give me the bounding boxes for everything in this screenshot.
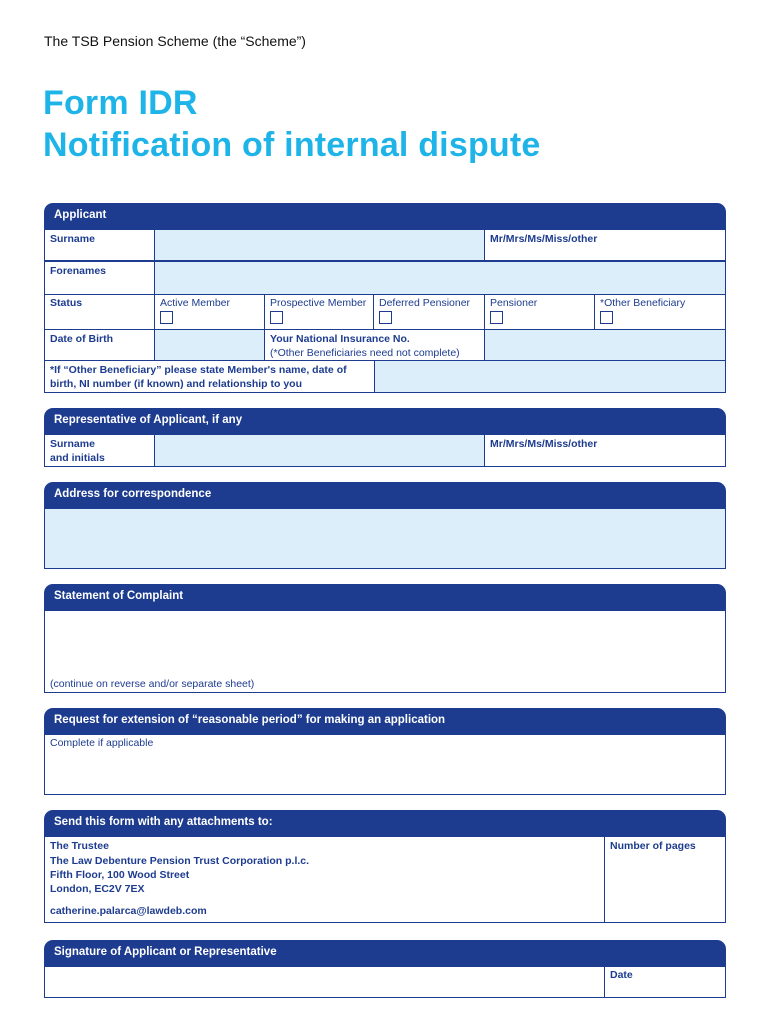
- applicant-header-text: Applicant: [54, 209, 107, 221]
- date-label: Date: [610, 969, 633, 981]
- status-option-label: Prospective Member: [270, 297, 367, 309]
- applicant-surname-field[interactable]: [154, 229, 485, 261]
- rep-surname-field[interactable]: [154, 434, 485, 467]
- complaint-section-header: [44, 584, 726, 611]
- form-subtitle: Notification of internal dispute: [43, 126, 541, 164]
- number-of-pages-label: Number of pages: [610, 840, 696, 852]
- other-beneficiary-line1: *If “Other Beneficiary” please state Member's name, date of: [50, 364, 347, 376]
- dob-field[interactable]: [154, 329, 265, 361]
- address-header-text: Address for correspondence: [54, 488, 212, 500]
- extension-header-text: Request for extension of “reasonable period” for making an application: [54, 714, 446, 726]
- surname-label: Surname: [50, 233, 95, 245]
- trustee-email: catherine.palarca@lawdeb.com: [50, 905, 207, 917]
- signature-header-text: Signature of Applicant or Representative: [54, 946, 277, 958]
- applicant-title-label: Mr/Mrs/Ms/Miss/other: [490, 233, 598, 245]
- send-header-text: Send this form with any attachments to:: [54, 816, 273, 828]
- rep-title-label: Mr/Mrs/Ms/Miss/other: [490, 438, 598, 450]
- send-section-header: [44, 810, 726, 837]
- extension-section-header: [44, 708, 726, 735]
- forenames-field[interactable]: [154, 261, 726, 295]
- representative-section-header: [44, 408, 726, 435]
- applicant-section-header: [44, 203, 726, 230]
- trustee-address-line: The Law Debenture Pension Trust Corporation p.l.c.: [50, 855, 310, 867]
- status-option-label: Deferred Pensioner: [379, 297, 471, 309]
- status-option-label: Active Member: [160, 297, 231, 309]
- trustee-address-line: London, EC2V 7EX: [50, 883, 145, 895]
- ni-label: Your National Insurance No.: [270, 333, 410, 345]
- active-member-checkbox[interactable]: [160, 311, 173, 324]
- trustee-address-line: Fifth Floor, 100 Wood Street: [50, 869, 190, 881]
- address-field[interactable]: [44, 508, 726, 569]
- other-beneficiary-line2: birth, NI number (if known) and relationship to you: [50, 378, 302, 390]
- rep-surname-label: Surname: [50, 438, 95, 450]
- form-title: Form IDR: [43, 84, 198, 122]
- representative-header-text: Representative of Applicant, if any: [54, 414, 243, 426]
- status-label: Status: [50, 297, 83, 309]
- other-beneficiary-checkbox[interactable]: [600, 311, 613, 324]
- dob-label: Date of Birth: [50, 333, 113, 345]
- address-section-header: [44, 482, 726, 509]
- signature-section-header: [44, 940, 726, 967]
- status-option-label: *Other Beneficiary: [600, 297, 686, 309]
- forenames-label: Forenames: [50, 265, 107, 277]
- ni-note: (*Other Beneficiaries need not complete): [270, 347, 460, 359]
- ni-number-field[interactable]: [484, 329, 726, 361]
- prospective-member-checkbox[interactable]: [270, 311, 283, 324]
- other-beneficiary-details-field[interactable]: [374, 360, 726, 393]
- trustee-address-line: The Trustee: [50, 840, 109, 852]
- status-option-label: Pensioner: [490, 297, 538, 309]
- complaint-header-text: Statement of Complaint: [54, 590, 184, 602]
- rep-surname-label-2: and initials: [50, 452, 105, 464]
- complaint-note: (continue on reverse and/or separate sheet): [50, 678, 255, 690]
- scheme-name: The TSB Pension Scheme (the “Scheme”): [44, 33, 306, 49]
- signature-field[interactable]: [44, 966, 605, 998]
- deferred-pensioner-checkbox[interactable]: [379, 311, 392, 324]
- extension-note: Complete if applicable: [50, 737, 154, 749]
- pensioner-checkbox[interactable]: [490, 311, 503, 324]
